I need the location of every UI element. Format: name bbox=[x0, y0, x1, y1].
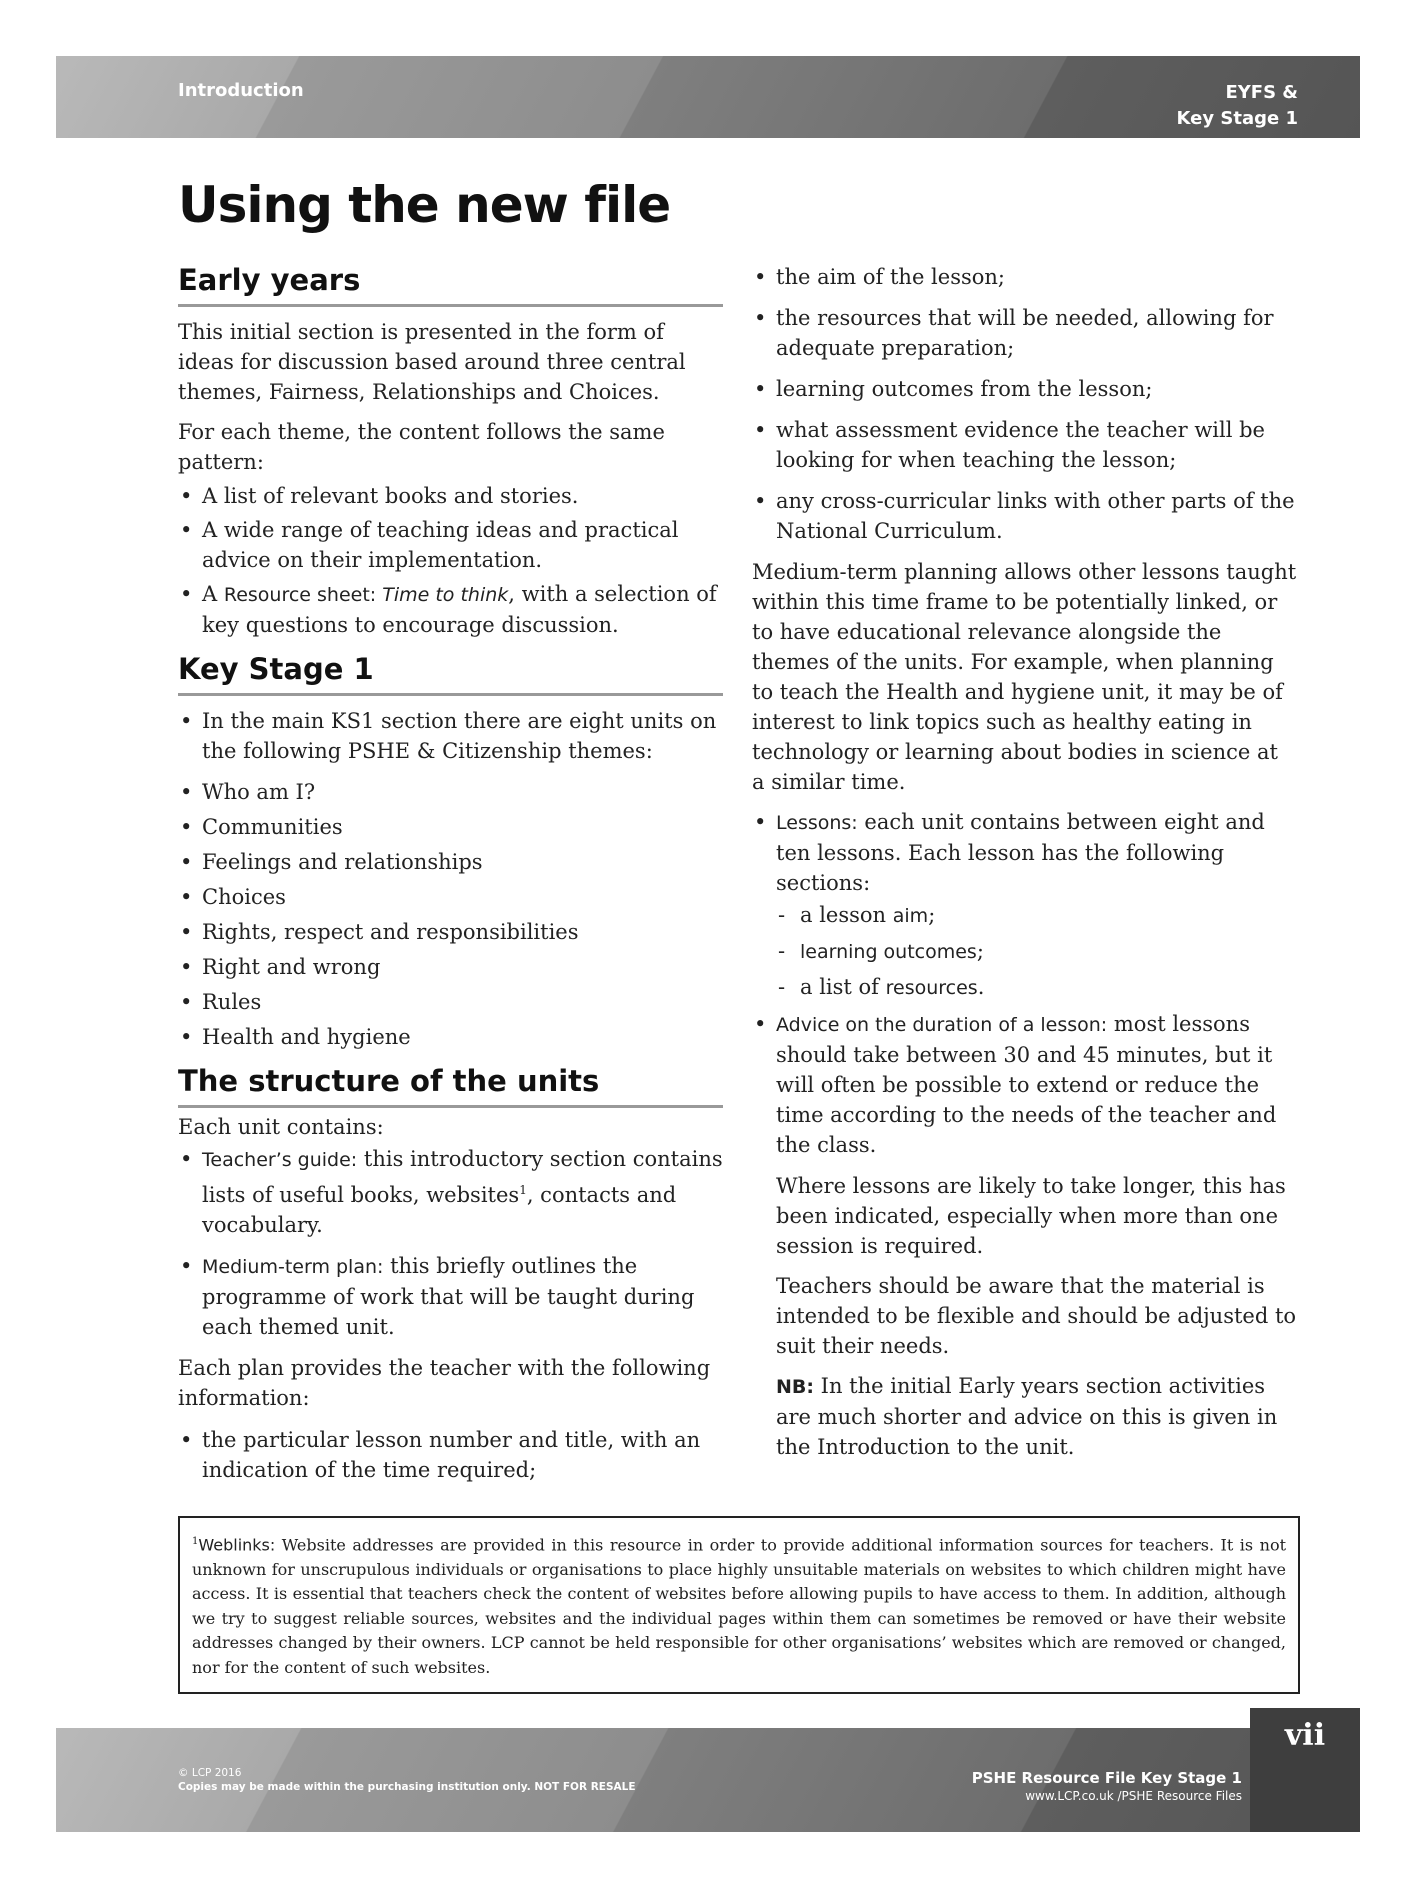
list-item: • A wide range of teaching ideas and practical advice on their implementation. bbox=[178, 515, 723, 575]
plan-info-list bbox=[178, 1425, 723, 1485]
header-bar bbox=[56, 56, 1360, 138]
resource-sheet-label: Resource sheet: bbox=[223, 584, 377, 606]
theme-item: • Rules bbox=[178, 987, 723, 1017]
text: a lesson bbox=[800, 903, 893, 927]
product-url: www.LCP.co.uk /PSHE Resource Files bbox=[1025, 1789, 1242, 1803]
stage-line-2: Key Stage 1 bbox=[1176, 108, 1298, 129]
text: . bbox=[977, 975, 985, 999]
list-item: • any cross-curricular links with other parts of the National Curriculum. bbox=[752, 486, 1297, 546]
list-item bbox=[178, 579, 723, 640]
section-label: Introduction bbox=[178, 80, 304, 101]
text: each unit contains between eight and ten lessons. Each lesson has the following sections: bbox=[776, 810, 1265, 895]
right-column bbox=[752, 262, 1297, 1472]
theme-item: • Feelings and relationships bbox=[178, 847, 723, 877]
weblinks-footnote bbox=[178, 1516, 1300, 1694]
early-years-intro: This initial section is presented in the form of ideas for discussion based around three central themes, Fairness, Relationships and Choices. bbox=[178, 320, 686, 404]
text: this briefly outlines the programme of work that will be taught during each themed unit. bbox=[202, 1254, 695, 1339]
ks1-heading: Key Stage 1 bbox=[178, 651, 723, 696]
keyword: aim bbox=[892, 905, 929, 927]
structure-heading: The structure of the units bbox=[178, 1063, 723, 1108]
product-name: PSHE Resource File Key Stage 1 bbox=[971, 1769, 1242, 1787]
page-title: Using the new file bbox=[178, 176, 671, 234]
keyword: resources bbox=[885, 977, 978, 999]
text: most lessons should take between 30 and 45 minutes, but it will often be possible to extend or reduce the time according to the needs of the teacher and the class. bbox=[776, 1012, 1277, 1157]
advice-label: Advice on the duration of a lesson: bbox=[776, 1014, 1108, 1036]
structure-list bbox=[178, 1144, 723, 1342]
page-number: vii bbox=[1250, 1708, 1360, 1832]
left-column bbox=[178, 262, 723, 1496]
copyright-block bbox=[178, 1766, 636, 1794]
keyword: learning outcomes bbox=[800, 941, 977, 963]
theme-item: • Who am I? bbox=[178, 777, 723, 807]
theme-item: • Rights, respect and responsibilities bbox=[178, 917, 723, 947]
flexible-paragraph: Teachers should be aware that the material is intended to be flexible and should be adjusted to suit their needs. bbox=[776, 1274, 1297, 1358]
stage-label bbox=[1177, 80, 1298, 132]
nb-label: NB: bbox=[776, 1376, 814, 1398]
ks1-list bbox=[178, 706, 723, 1052]
product-block bbox=[972, 1768, 1242, 1804]
early-years-heading: Early years bbox=[178, 262, 723, 307]
early-years-list bbox=[178, 481, 723, 640]
theme-item: • Communities bbox=[178, 812, 723, 842]
footnote-text: Website addresses are provided in this resource in order to provide additional information sources for teachers. It is not unknown for unscrupulous individuals or organisations to place highly unsuitable materials on websites to which children might have access. It is essential that teachers check the content of websites before allowing pupils to have access to them. In addition, although we try to suggest reliable sources, websites and the individual pages within them can sometimes be removed or have their website addresses changed by their owners. LCP cannot be held responsible for other organisations’ websites which are removed or changed, nor for the content of such websites. bbox=[192, 1535, 1286, 1677]
weblinks-label: Weblinks: bbox=[198, 1535, 276, 1555]
text: A bbox=[202, 582, 224, 606]
text: this introductory section contains lists of useful books, websites bbox=[202, 1147, 723, 1207]
text: ; bbox=[928, 903, 936, 927]
list-item bbox=[178, 1251, 723, 1342]
copyright: © LCP 2016 bbox=[178, 1767, 242, 1779]
nb-paragraph bbox=[776, 1371, 1297, 1462]
plan-info-list-continued bbox=[752, 262, 1297, 546]
list-item bbox=[752, 807, 1297, 898]
text: , with a selection of key questions to encourage discussion. bbox=[202, 582, 717, 637]
text: , contacts and vocabulary. bbox=[202, 1183, 677, 1237]
list-item: • the resources that will be needed, allowing for adequate preparation; bbox=[752, 303, 1297, 363]
lessons-list bbox=[752, 807, 1297, 898]
teachers-guide-label: Teacher’s guide: bbox=[202, 1149, 358, 1171]
footnote-ref: 1 bbox=[519, 1183, 527, 1197]
stage-line-1: EYFS & bbox=[1225, 82, 1298, 103]
list-item: • In the main KS1 section there are eight units on the following PSHE & Citizenship themes: bbox=[178, 706, 723, 766]
list-item bbox=[776, 936, 1297, 967]
text: a list of bbox=[800, 975, 886, 999]
text: In the initial Early years section activities are much shorter and advice on this is given in the Introduction to the unit. bbox=[776, 1374, 1278, 1459]
theme-item: • Right and wrong bbox=[178, 952, 723, 982]
medium-term-paragraph: Medium-term planning allows other lessons taught within this time frame to be potentially linked, or to have educational relevance alongside the themes of the units. For example, when planning to teach the Health and hygiene unit, it may be of interest to link topics such as healthy eating in technology or learning about bodies in science at a similar time. bbox=[752, 560, 1297, 794]
structure-intro: Each unit contains: bbox=[178, 1115, 384, 1139]
list-item bbox=[776, 900, 1297, 931]
text: ; bbox=[976, 939, 984, 963]
list-item: • what assessment evidence the teacher will be looking for when teaching the lesson; bbox=[752, 415, 1297, 475]
longer-lessons-paragraph: Where lessons are likely to take longer, this has been indicated, especially when more than one session is required. bbox=[776, 1174, 1286, 1258]
list-item bbox=[178, 1144, 723, 1240]
list-item: • A list of relevant books and stories. bbox=[178, 481, 723, 511]
list-item: • the particular lesson number and title, with an indication of the time required; bbox=[178, 1425, 723, 1485]
copies-notice: Copies may be made within the purchasing institution only. NOT FOR RESALE bbox=[178, 1781, 636, 1793]
plan-info-intro: Each plan provides the teacher with the following information: bbox=[178, 1356, 711, 1410]
footer-bar bbox=[56, 1728, 1360, 1832]
list-item bbox=[752, 1009, 1297, 1160]
lessons-label: Lessons: bbox=[776, 812, 858, 834]
theme-item: • Choices bbox=[178, 882, 723, 912]
footnote-number: 1 bbox=[192, 1536, 199, 1547]
advice-list bbox=[752, 1009, 1297, 1160]
medium-term-plan-label: Medium-term plan: bbox=[202, 1256, 384, 1278]
list-item bbox=[776, 972, 1297, 1003]
resource-sheet-title: Time to think bbox=[376, 584, 509, 606]
theme-item: • Health and hygiene bbox=[178, 1022, 723, 1052]
list-item: • learning outcomes from the lesson; bbox=[752, 374, 1297, 404]
list-item: • the aim of the lesson; bbox=[752, 262, 1297, 292]
early-years-pattern: For each theme, the content follows the same pattern: bbox=[178, 420, 665, 474]
lesson-sections-list bbox=[776, 900, 1297, 1003]
